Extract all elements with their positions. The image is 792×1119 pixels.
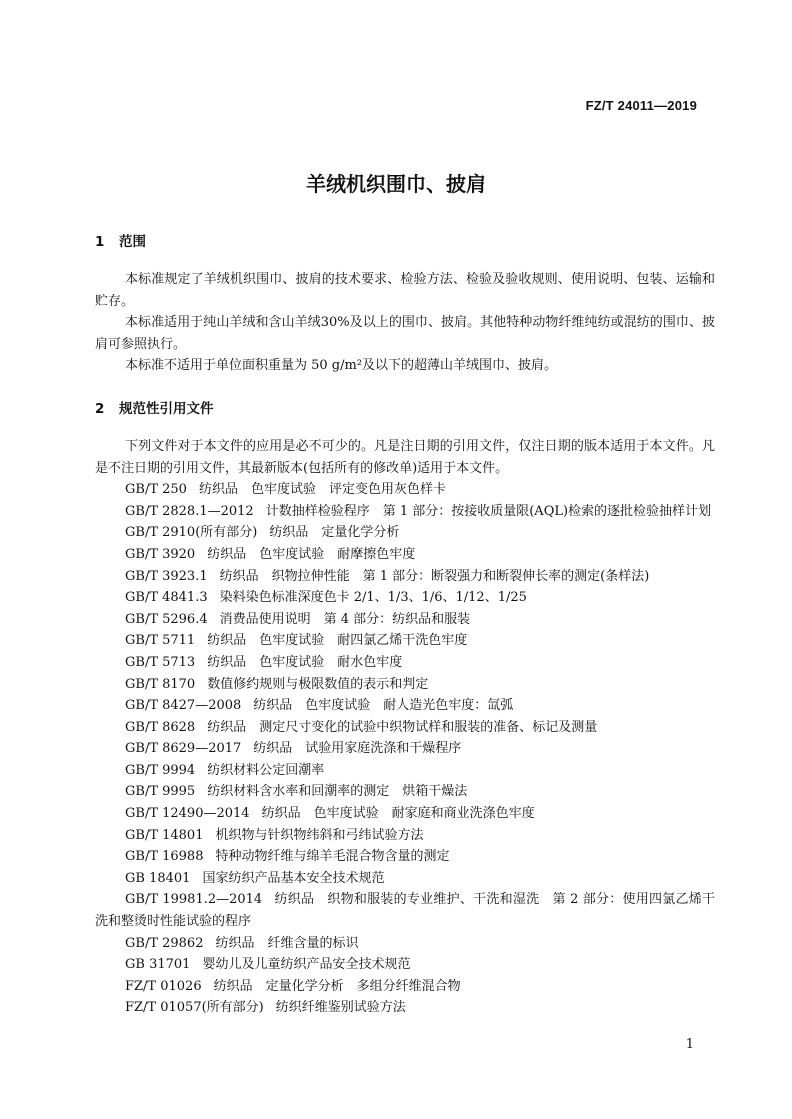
reference-code: GB/T 4841.3 xyxy=(125,590,208,606)
reference-code: GB/T 9994 xyxy=(125,762,196,778)
reference-code: GB/T 5711 xyxy=(125,633,196,649)
reference-title: 纺织品 色牢度试验 耐人造光色牢度：氙弧 xyxy=(253,698,514,714)
reference-title: 纺织品 色牢度试验 评定变色用灰色样卡 xyxy=(198,482,446,498)
reference-code: GB/T 8629—2017 xyxy=(125,741,242,757)
section-heading-scope xyxy=(95,231,715,253)
reference-item xyxy=(95,889,715,932)
paragraph: 本标准适用于纯山羊绒和含山羊绒30%及以上的围巾、披肩。其他特种动物纤维纯纺或混纺的围巾、披肩可参照执行。 xyxy=(95,315,715,352)
section-heading-normative-references xyxy=(95,398,715,420)
reference-code: GB/T 16988 xyxy=(125,849,204,865)
reference-code: GB/T 250 xyxy=(125,482,187,498)
reference-title: 国家纺织产品基本安全技术规范 xyxy=(202,870,385,886)
reference-title: 纺织品 定量化学分析 xyxy=(269,525,400,541)
reference-title: 消费品使用说明 第 4 部分：纺织品和服装 xyxy=(219,611,471,627)
reference-code: GB/T 8628 xyxy=(125,719,196,735)
reference-item xyxy=(95,825,715,847)
reference-title: 纺织品 色牢度试验 耐四氯乙烯干洗色牢度 xyxy=(207,633,468,649)
document-title: 羊绒机织围巾、披肩 xyxy=(306,172,486,196)
reference-code: GB/T 8427—2008 xyxy=(125,698,242,714)
reference-code: GB/T 14801 xyxy=(125,827,204,843)
reference-item xyxy=(95,976,715,998)
reference-title: 纺织品 试验用家庭洗涤和干燥程序 xyxy=(253,741,462,757)
reference-code: GB/T 8170 xyxy=(125,676,196,692)
reference-item xyxy=(95,479,715,501)
reference-code: GB/T 5296.4 xyxy=(125,611,208,627)
reference-item xyxy=(95,717,715,739)
reference-item xyxy=(95,933,715,955)
reference-item xyxy=(95,954,715,976)
reference-item xyxy=(95,566,715,588)
paragraph: 本标准不适用于单位面积重量为 50 g/m²及以下的超薄山羊绒围巾、披肩。 xyxy=(125,358,558,374)
reference-item xyxy=(95,781,715,803)
reference-item xyxy=(95,846,715,868)
reference-code: FZ/T 01057(所有部分) xyxy=(125,1000,264,1016)
section-number: 2 xyxy=(95,400,105,417)
reference-title: 纺织材料公定回潮率 xyxy=(207,762,325,778)
reference-item xyxy=(95,501,715,523)
reference-item xyxy=(95,652,715,674)
reference-code: GB/T 12490—2014 xyxy=(125,806,250,822)
reference-item xyxy=(95,868,715,890)
reference-title: 纺织品 色牢度试验 耐家庭和商业洗涤色牢度 xyxy=(261,806,535,822)
reference-title: 纺织品 色牢度试验 耐摩擦色牢度 xyxy=(207,546,416,562)
reference-title: 机织物与针织物纬斜和弓纬试验方法 xyxy=(215,827,424,843)
reference-title: 特种动物纤维与绵羊毛混合物含量的测定 xyxy=(215,849,450,865)
reference-title: 数值修约规则与极限数值的表示和判定 xyxy=(207,676,429,692)
reference-title: 纺织品 织物和服装的专业维护、干洗和湿洗 第 2 部分：使用四氯乙烯干洗和整烫时性能试验的程序 xyxy=(95,892,715,930)
reference-code: GB/T 3923.1 xyxy=(125,568,208,584)
reference-title: 纺织纤维鉴别试验方法 xyxy=(275,1000,406,1016)
reference-item xyxy=(95,609,715,631)
reference-title: 纺织品 织物拉伸性能 第 1 部分：断裂强力和断裂伸长率的测定(条样法) xyxy=(219,568,650,584)
reference-item xyxy=(95,674,715,696)
reference-code: GB/T 3920 xyxy=(125,546,196,562)
section-title: 规范性引用文件 xyxy=(119,400,214,417)
reference-item xyxy=(95,695,715,717)
reference-title: 计数抽样检验程序 第 1 部分：按接收质量限(AQL)检索的逐批检验抽样计划 xyxy=(265,503,712,519)
reference-code: GB 18401 xyxy=(125,870,191,886)
reference-title: 纺织品 定量化学分析 多组分纤维混合物 xyxy=(213,978,461,994)
reference-title: 纺织品 色牢度试验 耐水色牢度 xyxy=(207,654,403,670)
reference-item xyxy=(95,544,715,566)
page-number: 1 xyxy=(685,1037,694,1052)
reference-list xyxy=(95,479,715,1019)
reference-title: 纺织品 测定尺寸变化的试验中织物试样和服装的准备、标记及测量 xyxy=(207,719,598,735)
reference-item xyxy=(95,738,715,760)
reference-title: 染料染色标准深度色卡 2/1、1/3、1/6、1/12、1/25 xyxy=(219,590,527,606)
reference-item xyxy=(95,803,715,825)
reference-title: 纺织品 纤维含量的标识 xyxy=(215,935,359,951)
reference-code: GB 31701 xyxy=(125,957,191,973)
reference-code: FZ/T 01026 xyxy=(125,978,202,994)
reference-item xyxy=(95,587,715,609)
section-title: 范围 xyxy=(119,234,146,250)
section-number: 1 xyxy=(95,234,105,250)
reference-code: GB/T 9995 xyxy=(125,784,196,800)
reference-title: 婴幼儿及儿童纺织产品安全技术规范 xyxy=(202,957,411,973)
paragraph: 下列文件对于本文件的应用是必不可少的。凡是注日期的引用文件，仅注日期的版本适用于本文件。凡是不注日期的引用文件，其最新版本(包括所有的修改单)适用于本文件。 xyxy=(95,438,715,476)
reference-code: GB/T 29862 xyxy=(125,935,204,951)
reference-item xyxy=(95,760,715,782)
reference-item xyxy=(95,630,715,652)
reference-code: GB/T 2828.1—2012 xyxy=(125,503,254,519)
reference-code: GB/T 5713 xyxy=(125,654,196,670)
standard-code: FZ/T 24011—2019 xyxy=(585,98,697,113)
reference-code: GB/T 2910(所有部分) xyxy=(125,525,258,541)
reference-item xyxy=(95,522,715,544)
reference-title: 纺织材料含水率和回潮率的测定 烘箱干燥法 xyxy=(207,784,468,800)
paragraph: 本标准规定了羊绒机织围巾、披肩的技术要求、检验方法、检验及验收规则、使用说明、包装、运输和贮存。 xyxy=(95,272,715,309)
reference-code: GB/T 19981.2—2014 xyxy=(125,892,263,908)
reference-item xyxy=(95,997,715,1019)
document-body xyxy=(95,231,715,1019)
